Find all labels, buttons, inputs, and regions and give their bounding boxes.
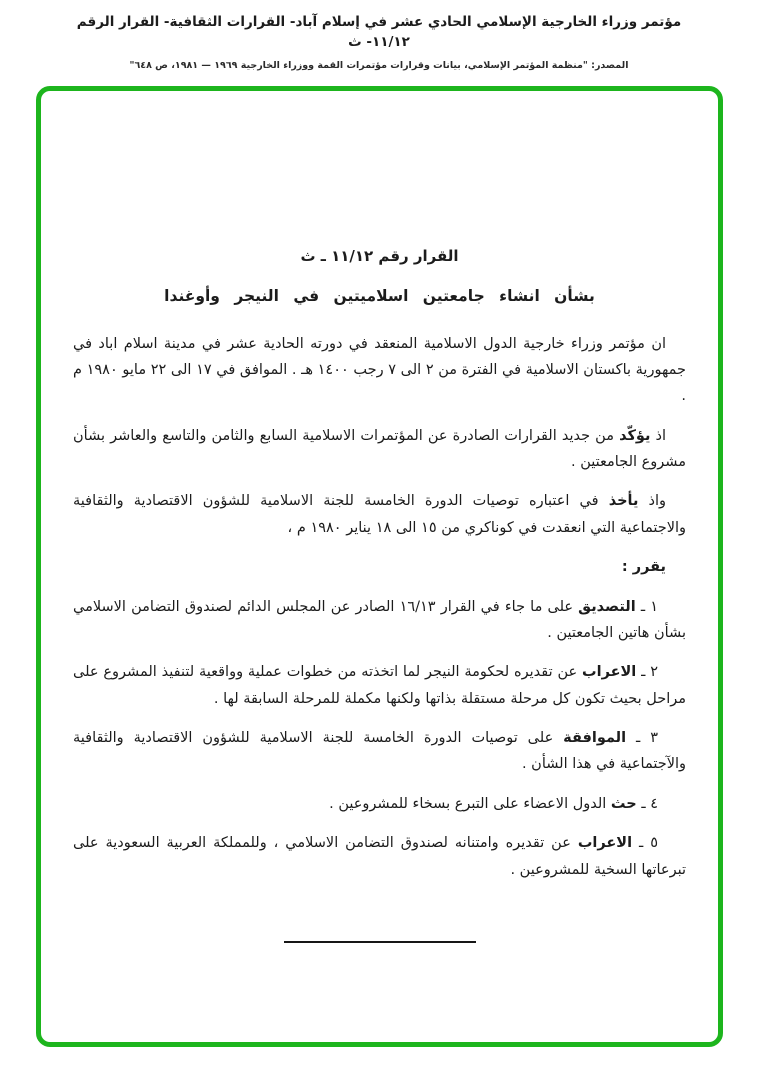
- preamble-emphasis: يؤكّد: [619, 427, 651, 444]
- item-number: ٥ ـ: [639, 835, 659, 852]
- item-text: على ما جاء في القرار ١٦/١٣ الصادر عن المجلس الدائم لصندوق التضامن الاسلامي بشأن هاتين الجامعتين .: [73, 598, 686, 641]
- item-text: عن تقديره لحكومة النيجر لما اتخذته من خطوات عملية وواقعية لتنفيذ المشروع على مراحل بحيث تكون كل مرحلة مستقلة بذاتها ولكنها مكملة للمرحلة السابقة لها .: [73, 664, 686, 707]
- preamble-emphasis: يأخذ: [608, 493, 639, 510]
- item-text: الدول الاعضاء على التبرع بسخاء للمشروعين .: [329, 795, 607, 812]
- preamble-pre: اذ: [655, 427, 667, 444]
- preamble-paragraph: [73, 488, 686, 541]
- item-lead: الاعراب: [577, 835, 633, 852]
- resolution-item: [73, 791, 686, 817]
- item-number: ٢ ـ: [641, 664, 659, 681]
- document-header: [0, 12, 758, 71]
- item-number: ١ ـ: [640, 598, 659, 615]
- item-lead: التصديق: [578, 598, 636, 615]
- preamble-text: في اعتباره توصيات الدورة الخامسة للجنة الاسلامية للشؤون الاقتصادية والثقافية والاجتماعية التي انعقدت في كوناكري من ١٥ الى ١٨ يناير ١٩٨٠ م ،: [73, 493, 686, 536]
- preamble-text: من جديد القرارات الصادرة عن المؤتمرات الاسلامية السابع والثامن والتاسع والعاشر بشأن مشروع الجامعتين .: [73, 427, 686, 470]
- preamble-pre: واذ: [648, 493, 667, 510]
- decision-label: يقرر :: [621, 559, 666, 576]
- item-text: على توصيات الدورة الخامسة للجنة الاسلامية للشؤون الاقتصادية والثقافية والآجتماعية في هذا الشأن .: [73, 730, 686, 773]
- resolution-item: [73, 659, 686, 712]
- document-frame: [36, 86, 723, 1047]
- item-number: ٤ ـ: [641, 795, 658, 812]
- resolution-item: [73, 725, 686, 778]
- preamble-paragraph: [73, 423, 686, 476]
- item-lead: الاعراب: [582, 664, 637, 681]
- item-lead: الموافقة: [563, 730, 627, 746]
- item-number: ٣ ـ: [636, 730, 658, 746]
- resolution-title: القرار رقم ١١/١٢ ـ ث: [300, 247, 459, 265]
- resolution-subtitle: بشأن انشاء جامعتين اسلاميتين في النيجر وأوغندا: [164, 287, 595, 306]
- header-title: مؤتمر وزراء الخارجية الإسلامي الحادي عشر في إسلام آباد- القرارات الثقافية- القرار الرقم ١١/١٢- ث: [76, 14, 682, 51]
- item-lead: حث: [610, 795, 637, 812]
- item-text: عن تقديره وامتنانه لصندوق التضامن الاسلامي ، وللمملكة العربية السعودية على تبرعاتها السخية للمشروعين .: [73, 835, 686, 878]
- preamble-paragraph: [73, 331, 686, 410]
- header-source: المصدر: "منظمة المؤتمر الإسلامي، بيانات وقرارات مؤتمرات القمة ووزراء الخارجية ١٩٦٩ — ١٩٨١، ص ٦٤٨": [129, 59, 629, 71]
- preamble-text: ان مؤتمر وزراء خارجية الدول الاسلامية المنعقد في دورته الحادية عشر في مدينة اسلام اباد في جمهورية باكستان الاسلامية في الفترة من ٢ الى ٧ رجب ١٤٠٠ هـ . الموافق في ١٧ الى ٢٢ مايو ١٩٨٠ م .: [73, 335, 686, 405]
- end-divider: [284, 941, 476, 943]
- resolution-item: [73, 594, 686, 647]
- document-body: [41, 91, 718, 943]
- resolution-item: [73, 830, 686, 883]
